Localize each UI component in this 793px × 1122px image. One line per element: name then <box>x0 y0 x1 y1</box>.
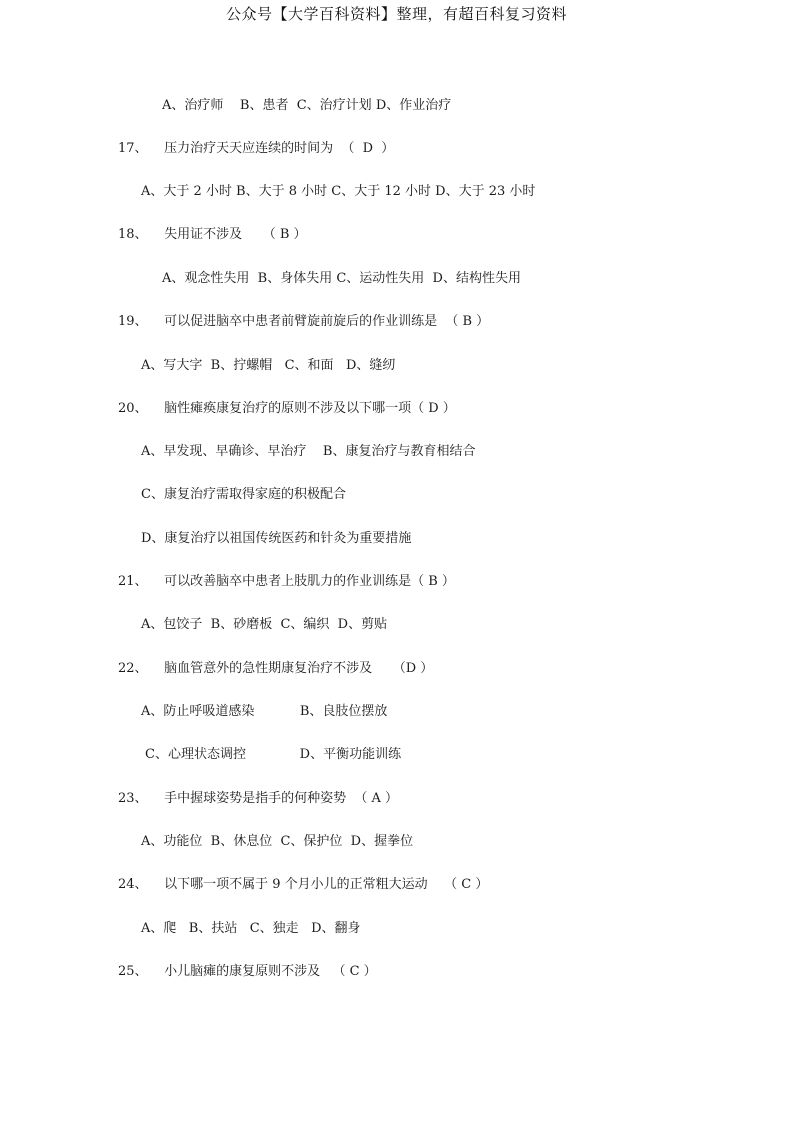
question-23: 23、 手中握球姿势是指手的何种姿势 （ A ） <box>118 791 398 806</box>
question-19: 19、 可以促进脑卒中患者前臂旋前旋后的作业训练是 （ B ） <box>118 314 490 329</box>
question-25: 25、 小儿脑瘫的康复原则不涉及 （ C ） <box>118 964 377 979</box>
question-22-option-ab: A、防止呼吸道感染 B、良肢位摆放 <box>141 704 388 719</box>
question-21: 21、 可以改善脑卒中患者上肢肌力的作业训练是（ B ） <box>118 574 455 589</box>
question-17: 17、 压力治疗天天应连续的时间为 （ D ） <box>118 141 395 156</box>
question-19-options: A、写大字 B、拧螺帽 C、和面 D、缝纫 <box>141 358 396 373</box>
question-20-option-ab: A、早发现、早确诊、早治疗 B、康复治疗与教育相结合 <box>141 444 476 459</box>
question-20-option-c: C、康复治疗需取得家庭的积极配合 <box>141 487 346 502</box>
page-header: 公众号【大学百科资料】整理，有超百科复习资料 <box>225 5 567 23</box>
question-20: 20、 脑性瘫痪康复治疗的原则不涉及以下哪一项（ D ） <box>118 401 456 416</box>
question-18: 18、 失用证不涉及 （ B ） <box>118 227 307 242</box>
question-17-options: A、大于 2 小时 B、大于 8 小时 C、大于 12 小时 D、大于 23 小时 <box>141 184 536 199</box>
question-24-options: A、爬 B、扶站 C、独走 D、翻身 <box>141 921 361 936</box>
question-22-option-cd: C、心理状态调控 D、平衡功能训练 <box>145 747 402 762</box>
question-22: 22、 脑血管意外的急性期康复治疗不涉及 （D ） <box>118 661 434 676</box>
question-24: 24、 以下哪一项不属于 9 个月小儿的正常粗大运动 （ C ） <box>118 877 489 892</box>
question-23-options: A、功能位 B、休息位 C、保护位 D、握拳位 <box>141 834 414 849</box>
question-18-options: A、观念性失用 B、身体失用 C、运动性失用 D、结构性失用 <box>162 271 521 286</box>
question-16-options: A、治疗师 B、患者 C、治疗计划 D、作业治疗 <box>162 98 452 113</box>
question-21-options: A、包饺子 B、砂磨板 C、编织 D、剪贴 <box>141 617 388 632</box>
question-20-option-d: D、康复治疗以祖国传统医药和针灸为重要措施 <box>141 531 412 546</box>
